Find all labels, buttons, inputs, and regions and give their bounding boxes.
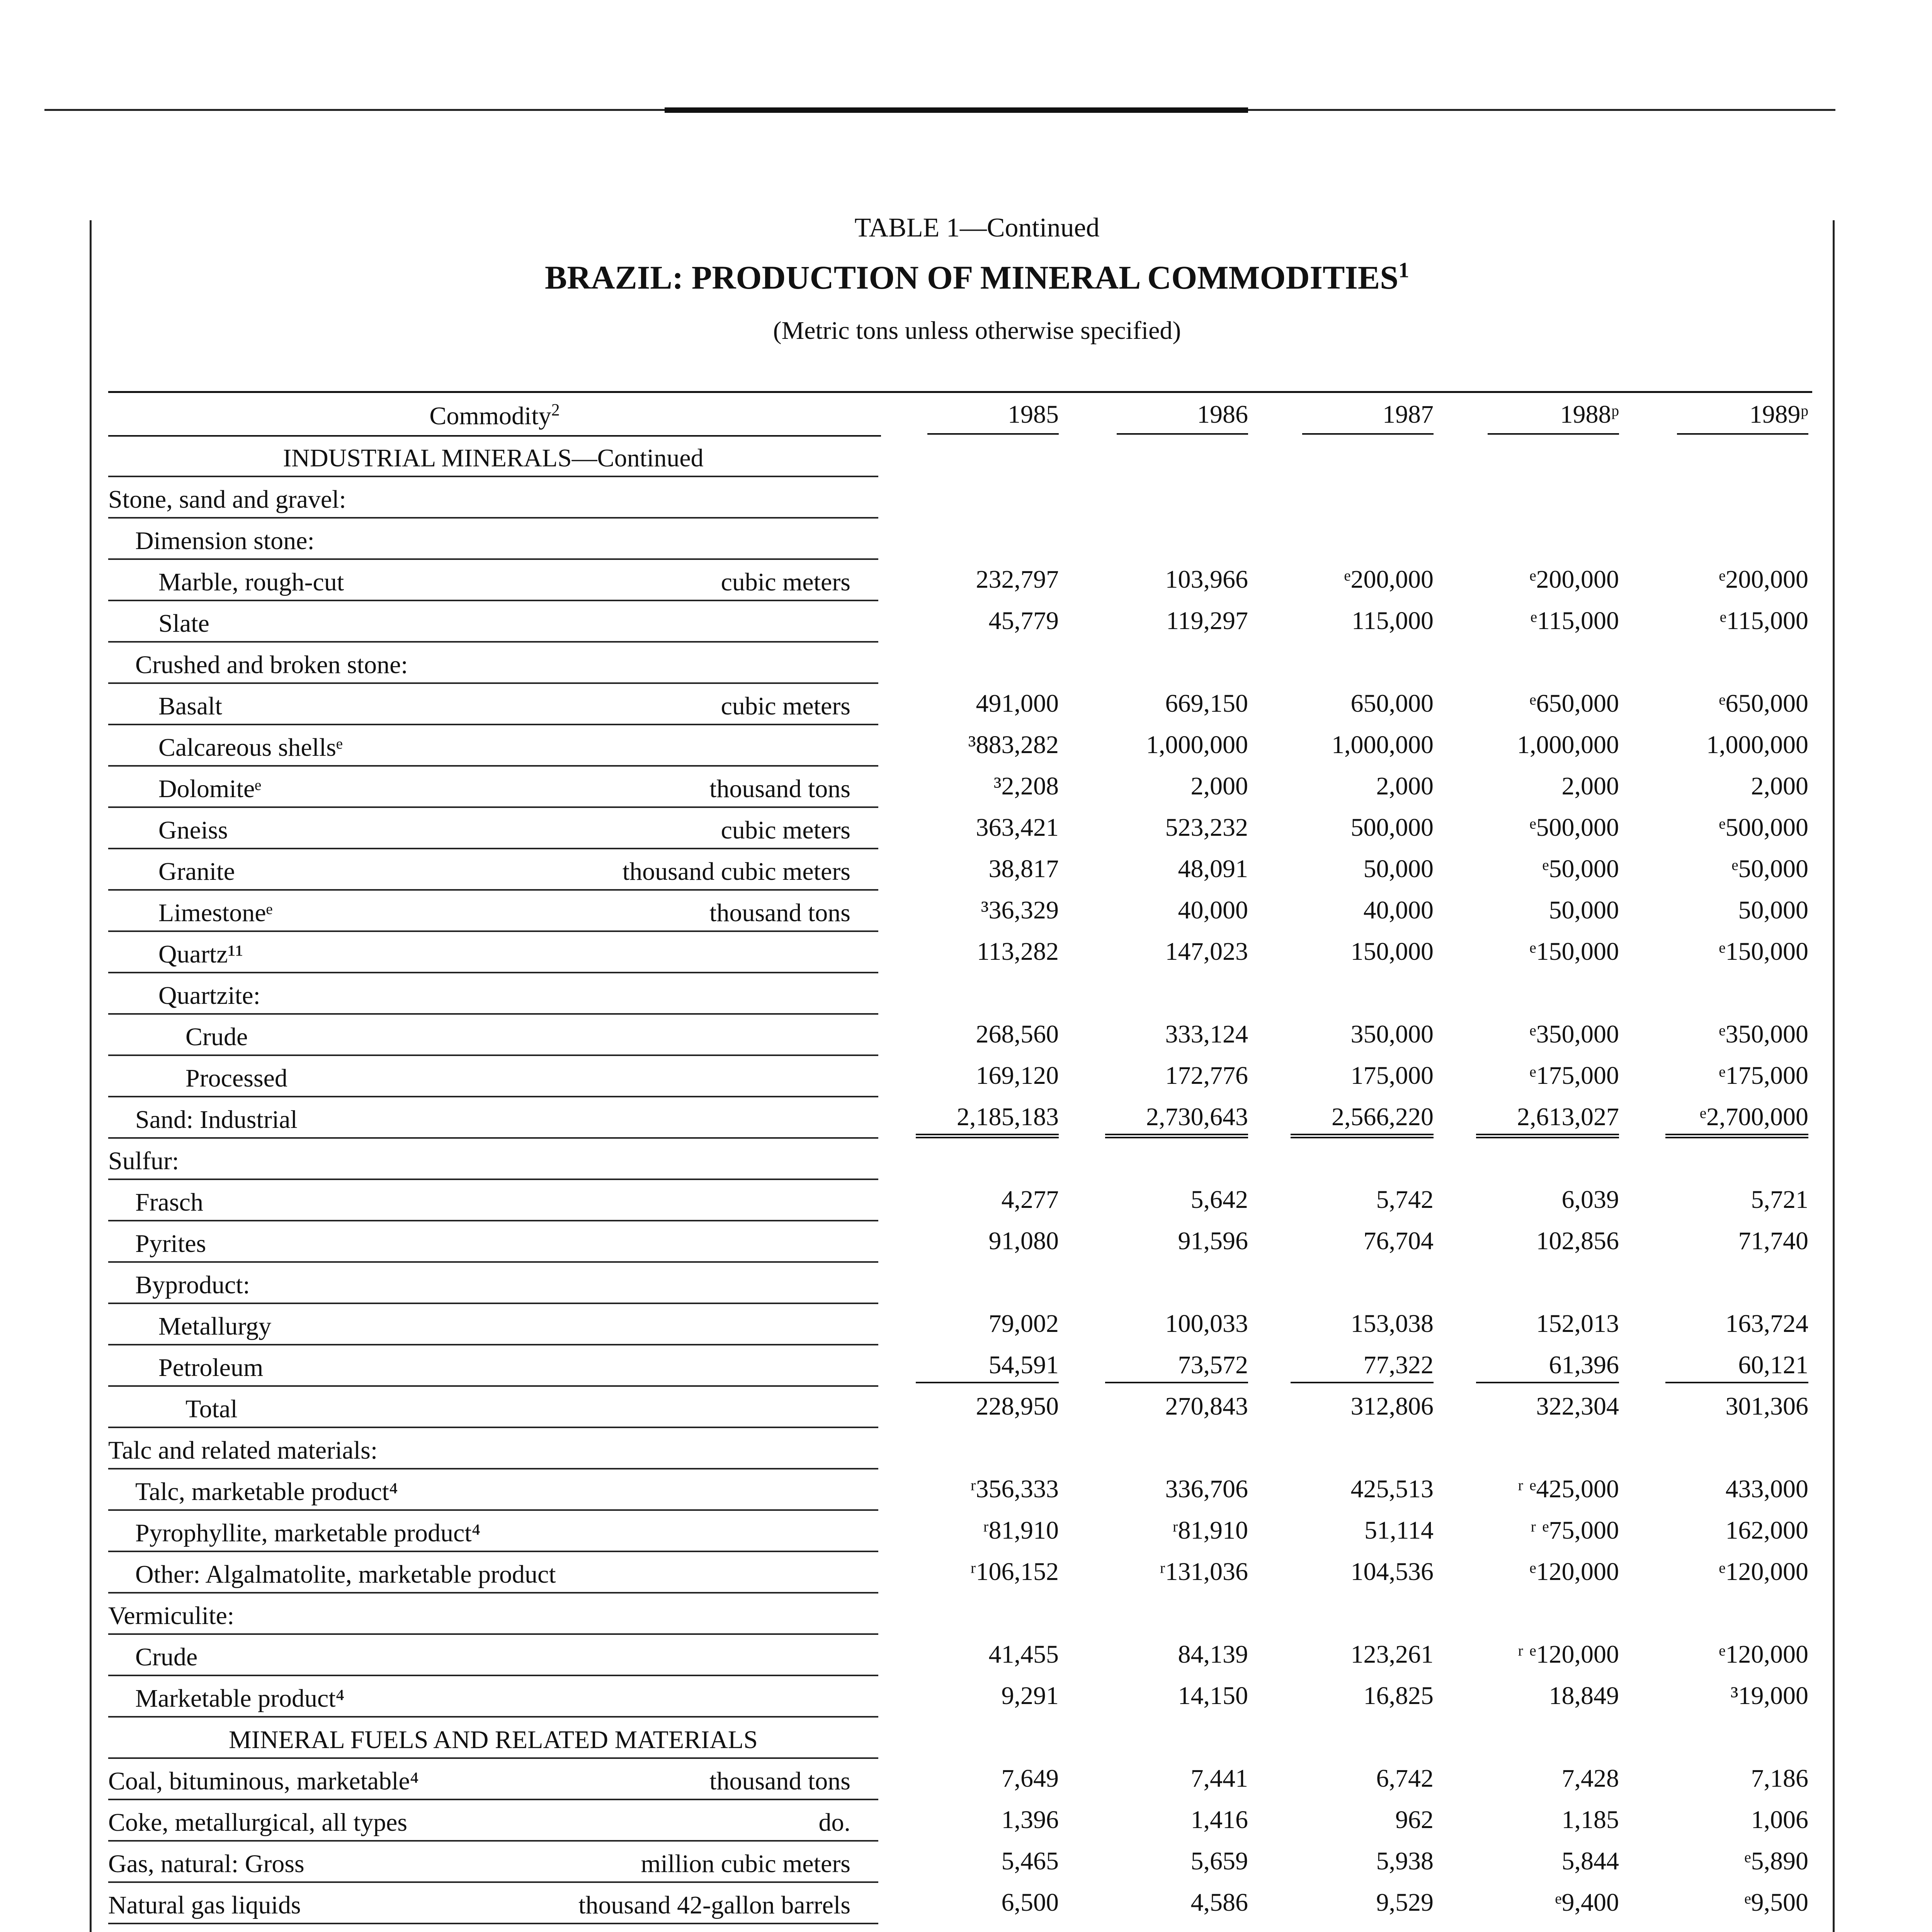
commodity-column-header xyxy=(108,401,881,437)
value-cell-1985: 6,500 xyxy=(1001,1888,1059,1917)
table-row xyxy=(108,808,1812,849)
value-cell-1988: 102,856 xyxy=(1536,1227,1619,1255)
row-label-cell xyxy=(108,890,878,932)
year-header-rule xyxy=(1117,433,1248,435)
table-row xyxy=(108,477,1812,518)
value-cell-1989: ᵉ150,000 xyxy=(1719,937,1808,966)
table-row xyxy=(108,1469,1812,1510)
table-row xyxy=(108,1759,1812,1800)
value-cell-1986: 5,642 xyxy=(1190,1185,1248,1214)
table-row xyxy=(108,1800,1812,1841)
row-label-cell xyxy=(108,1841,878,1883)
value-cell-1985: 4,277 xyxy=(1001,1185,1059,1214)
value-cell-1986: ʳ131,036 xyxy=(1160,1558,1248,1586)
value-cell-1987: 16,825 xyxy=(1363,1682,1434,1710)
value-cell-1987: 153,038 xyxy=(1350,1310,1434,1338)
value-cell-1987: ᵉ200,000 xyxy=(1344,565,1434,594)
commodity-name: Natural gas liquids xyxy=(108,1891,301,1920)
value-cell-1989: 163,724 xyxy=(1725,1310,1808,1338)
row-label-cell xyxy=(108,1924,878,1932)
top-rule-accent xyxy=(665,107,1248,113)
value-cell-1988: ᵉ9,400 xyxy=(1555,1888,1619,1917)
row-label-cell xyxy=(108,1634,878,1676)
value-cell-1988: 18,849 xyxy=(1549,1682,1619,1710)
table-row xyxy=(108,1386,1812,1428)
table-row xyxy=(108,1304,1812,1345)
value-cell-1986: 100,033 xyxy=(1165,1310,1248,1338)
row-label-cell xyxy=(108,1056,878,1097)
value-cell-1986: 2,000 xyxy=(1190,772,1248,800)
commodity-name: Dimension stone: xyxy=(135,527,315,555)
value-cell-1988: 2,000 xyxy=(1561,772,1619,800)
value-cell-1987: 1,000,000 xyxy=(1332,731,1434,759)
unit-label: thousand 42-gallon barrels xyxy=(578,1891,850,1920)
value-cell-1985: 491,000 xyxy=(976,689,1059,718)
value-cell-1987: 115,000 xyxy=(1351,607,1434,635)
row-label-cell xyxy=(108,1717,878,1759)
commodity-name: Quartz¹¹ xyxy=(158,940,243,969)
value-cell-1989: 60,121 xyxy=(1665,1351,1808,1383)
value-cell-1988: 5,844 xyxy=(1561,1847,1619,1875)
year-header-rule xyxy=(1302,433,1434,435)
value-cell-1986: 14,150 xyxy=(1178,1682,1248,1710)
table-row xyxy=(108,1552,1812,1593)
value-cell-1985: 232,797 xyxy=(976,565,1059,594)
commodity-name: Crushed and broken stone: xyxy=(135,651,408,679)
row-label-cell xyxy=(108,1345,878,1387)
row-label-cell xyxy=(108,1883,878,1924)
commodity-name: Granite xyxy=(158,857,235,886)
table-row xyxy=(108,725,1812,766)
table-row xyxy=(108,642,1812,684)
row-label-cell xyxy=(108,601,878,643)
value-cell-1985: 268,560 xyxy=(976,1020,1059,1048)
commodity-name: Other: Algalmatolite, marketable product xyxy=(135,1560,556,1589)
value-cell-1988: ʳ ᵉ75,000 xyxy=(1530,1516,1619,1544)
row-label-cell xyxy=(108,766,878,808)
value-cell-1989: 2,000 xyxy=(1751,772,1808,800)
value-cell-1986: 336,706 xyxy=(1165,1475,1248,1503)
value-cell-1985: ʳ81,910 xyxy=(983,1516,1059,1544)
value-cell-1986: 1,000,000 xyxy=(1146,731,1248,759)
commodity-name: Limestoneᵉ xyxy=(158,899,273,927)
value-cell-1985: 7,649 xyxy=(1001,1764,1059,1793)
value-cell-1986: 523,232 xyxy=(1165,813,1248,842)
table-row xyxy=(108,601,1812,642)
value-cell-1986: 1,416 xyxy=(1190,1806,1248,1834)
table-row xyxy=(108,1883,1812,1924)
table-row xyxy=(108,1056,1812,1097)
value-cell-1985: 54,591 xyxy=(916,1351,1059,1383)
value-cell-1988: 61,396 xyxy=(1476,1351,1619,1383)
table-row xyxy=(108,1841,1812,1883)
table-row xyxy=(108,1676,1812,1717)
table-row xyxy=(108,1180,1812,1221)
row-label-cell xyxy=(108,642,878,684)
value-cell-1985: ʳ356,333 xyxy=(970,1475,1059,1503)
row-label-cell xyxy=(108,1759,878,1800)
value-cell-1987: 5,938 xyxy=(1376,1847,1434,1875)
value-cell-1988: ᵉ150,000 xyxy=(1529,937,1619,966)
value-cell-1988: 1,000,000 xyxy=(1517,731,1619,759)
value-cell-1989: ᵉ650,000 xyxy=(1719,689,1808,718)
commodity-name: Sand: Industrial xyxy=(135,1105,298,1134)
table-row xyxy=(108,1097,1812,1138)
table-row xyxy=(108,1262,1812,1304)
table-label: TABLE 1—Continued xyxy=(854,213,1100,243)
value-cell-1985: 113,282 xyxy=(976,937,1059,966)
value-cell-1987: 9,529 xyxy=(1376,1888,1434,1917)
value-cell-1986: 172,776 xyxy=(1165,1061,1248,1090)
table-row xyxy=(108,1428,1812,1469)
value-cell-1988: ᵉ50,000 xyxy=(1542,855,1619,883)
value-cell-1988: ᵉ115,000 xyxy=(1531,607,1619,635)
table-row xyxy=(108,518,1812,560)
value-cell-1985: 363,421 xyxy=(976,813,1059,842)
table-row xyxy=(108,560,1812,601)
year-header-rule xyxy=(1488,433,1619,435)
value-cell-1988: ᵉ350,000 xyxy=(1529,1020,1619,1048)
section-heading: INDUSTRIAL MINERALS—Continued xyxy=(283,444,704,473)
commodity-name: Crude xyxy=(135,1643,198,1672)
row-label-cell xyxy=(108,1180,878,1221)
commodity-name: Pyrites xyxy=(135,1230,206,1258)
value-cell-1986: 103,966 xyxy=(1165,565,1248,594)
commodity-name: Gas, natural: Gross xyxy=(108,1850,304,1878)
value-cell-1985: ³2,208 xyxy=(993,772,1059,800)
row-label-cell xyxy=(108,1800,878,1842)
commodity-name: Talc and related materials: xyxy=(108,1436,378,1465)
value-cell-1985: 41,455 xyxy=(988,1640,1059,1668)
year-header-rule xyxy=(1677,433,1808,435)
value-cell-1987: 76,704 xyxy=(1363,1227,1434,1255)
row-label-cell xyxy=(108,1304,878,1345)
table-row xyxy=(108,1924,1812,1932)
value-cell-1989: 71,740 xyxy=(1738,1227,1808,1255)
value-cell-1987: 312,806 xyxy=(1350,1392,1434,1420)
value-cell-1985: 38,817 xyxy=(988,855,1059,883)
value-cell-1987: 175,000 xyxy=(1350,1061,1434,1090)
value-cell-1987: 77,322 xyxy=(1291,1351,1434,1383)
commodity-name: Sulfur: xyxy=(108,1147,179,1175)
value-cell-1987: 50,000 xyxy=(1363,855,1434,883)
value-cell-1985: 1,396 xyxy=(1001,1806,1059,1834)
table-row xyxy=(108,1510,1812,1552)
commodity-name: Basalt xyxy=(158,692,222,721)
right-frame-rule xyxy=(1833,220,1835,1932)
table-row xyxy=(108,1634,1812,1676)
row-label-cell xyxy=(108,1262,878,1304)
table-subtitle: (Metric tons unless otherwise specified) xyxy=(773,316,1181,345)
value-cell-1989: ᵉ50,000 xyxy=(1731,855,1808,883)
value-cell-1989: ᵉ175,000 xyxy=(1719,1061,1808,1090)
year-header-rule xyxy=(927,433,1059,435)
unit-label: cubic meters xyxy=(721,816,850,845)
commodity-name: Marketable product⁴ xyxy=(135,1684,345,1713)
row-label-cell xyxy=(108,973,878,1015)
value-cell-1989: 7,186 xyxy=(1751,1764,1808,1793)
value-cell-1986: 4,586 xyxy=(1190,1888,1248,1917)
value-cell-1985: 79,002 xyxy=(988,1310,1059,1338)
value-cell-1987: 150,000 xyxy=(1350,937,1434,966)
value-cell-1989: 433,000 xyxy=(1725,1475,1808,1503)
value-cell-1987: 6,742 xyxy=(1376,1764,1434,1793)
value-cell-1986: 48,091 xyxy=(1178,855,1248,883)
value-cell-1986: 91,596 xyxy=(1178,1227,1248,1255)
value-cell-1986: 73,572 xyxy=(1105,1351,1248,1383)
value-cell-1989: ᵉ120,000 xyxy=(1719,1558,1808,1586)
row-label-cell xyxy=(108,1593,878,1635)
left-frame-rule xyxy=(90,220,92,1932)
row-label-cell xyxy=(108,518,878,560)
value-cell-1987: 51,114 xyxy=(1364,1516,1434,1544)
value-cell-1985: 9,291 xyxy=(1001,1682,1059,1710)
table-header-row xyxy=(108,393,1812,435)
commodity-header-footnote: 2 xyxy=(551,400,560,419)
value-cell-1989: 1,000,000 xyxy=(1706,731,1808,759)
value-cell-1987: 2,566,220 xyxy=(1291,1103,1434,1138)
value-cell-1988: 7,428 xyxy=(1561,1764,1619,1793)
year-header-1987: 1987 xyxy=(1383,400,1434,429)
value-cell-1989: ᵉ200,000 xyxy=(1719,565,1808,594)
table-title-text: BRAZIL: PRODUCTION OF MINERAL COMMODITIES xyxy=(544,259,1399,296)
value-cell-1987: 104,536 xyxy=(1350,1558,1434,1586)
table-row xyxy=(108,1593,1812,1634)
commodity-name: Stone, sand and gravel: xyxy=(108,485,346,514)
unit-label: thousand tons xyxy=(709,899,850,927)
commodity-name: Dolomiteᵉ xyxy=(158,775,262,803)
table-row xyxy=(108,766,1812,808)
row-label-cell xyxy=(108,1221,878,1263)
value-cell-1986: 119,297 xyxy=(1166,607,1248,635)
value-cell-1989: ᵉ2,700,000 xyxy=(1665,1103,1808,1138)
value-cell-1988: 6,039 xyxy=(1561,1185,1619,1214)
unit-label: thousand tons xyxy=(709,1767,850,1796)
value-cell-1986: 40,000 xyxy=(1178,896,1248,924)
row-label-cell xyxy=(108,560,878,601)
value-cell-1988: ᵉ175,000 xyxy=(1529,1061,1619,1090)
section-row xyxy=(108,1717,1812,1759)
section-heading: MINERAL FUELS AND RELATED MATERIALS xyxy=(229,1726,758,1754)
table-row xyxy=(108,684,1812,725)
commodity-name: Marble, rough-cut xyxy=(158,568,344,597)
value-cell-1985: ʳ106,152 xyxy=(970,1558,1059,1586)
unit-label: cubic meters xyxy=(721,568,850,597)
unit-label: do. xyxy=(818,1808,850,1837)
value-cell-1988: 1,185 xyxy=(1561,1806,1619,1834)
commodity-name: Processed xyxy=(185,1064,287,1093)
value-cell-1985: 45,779 xyxy=(988,607,1059,635)
value-cell-1988: ᵉ650,000 xyxy=(1529,689,1619,718)
value-cell-1987: 425,513 xyxy=(1350,1475,1434,1503)
table-title-footnote: 1 xyxy=(1398,258,1410,282)
unit-label: thousand cubic meters xyxy=(622,857,850,886)
value-cell-1988: 322,304 xyxy=(1536,1392,1619,1420)
table-row xyxy=(108,973,1812,1014)
value-cell-1986: 7,441 xyxy=(1190,1764,1248,1793)
value-cell-1987: 350,000 xyxy=(1350,1020,1434,1048)
commodity-name: Total xyxy=(185,1395,238,1423)
table-row xyxy=(108,890,1812,932)
value-cell-1988: ᵉ120,000 xyxy=(1529,1558,1619,1586)
commodity-name: Pyrophyllite, marketable product⁴ xyxy=(135,1519,481,1548)
row-label-cell xyxy=(108,849,878,891)
commodity-name: Frasch xyxy=(135,1188,203,1217)
commodity-name: Byproduct: xyxy=(135,1271,250,1299)
commodity-name: Metallurgy xyxy=(158,1312,272,1341)
row-label-cell xyxy=(108,1386,878,1428)
value-cell-1989: ᵉ5,890 xyxy=(1744,1847,1808,1875)
row-label-cell xyxy=(108,684,878,725)
value-cell-1989: ᵉ120,000 xyxy=(1719,1640,1808,1668)
year-header-1988: 1988ᵖ xyxy=(1560,400,1619,429)
value-cell-1985: 5,465 xyxy=(1001,1847,1059,1875)
row-label-cell xyxy=(108,1138,878,1180)
commodity-name: Coal, bituminous, marketable⁴ xyxy=(108,1767,419,1796)
row-label-cell xyxy=(108,1428,878,1469)
value-cell-1986: 5,659 xyxy=(1190,1847,1248,1875)
value-cell-1986: 147,023 xyxy=(1165,937,1248,966)
table-body xyxy=(108,435,1812,1932)
row-label-cell xyxy=(108,1676,878,1718)
unit-label: million cubic meters xyxy=(641,1850,850,1878)
table-row xyxy=(108,1014,1812,1056)
row-label-cell xyxy=(108,725,878,767)
value-cell-1989: 1,006 xyxy=(1751,1806,1808,1834)
value-cell-1989: 5,721 xyxy=(1751,1185,1808,1214)
value-cell-1985: 228,950 xyxy=(976,1392,1059,1420)
value-cell-1988: ʳ ᵉ425,000 xyxy=(1517,1475,1619,1503)
row-label-cell xyxy=(108,435,878,477)
value-cell-1988: 50,000 xyxy=(1549,896,1619,924)
value-cell-1987: 962 xyxy=(1395,1806,1434,1834)
value-cell-1987: 650,000 xyxy=(1350,689,1434,718)
row-label-cell xyxy=(108,1552,878,1594)
value-cell-1988: 2,613,027 xyxy=(1476,1103,1619,1138)
value-cell-1986: ʳ81,910 xyxy=(1172,1516,1248,1544)
value-cell-1988: ᵉ200,000 xyxy=(1529,565,1619,594)
row-label-cell xyxy=(108,1097,878,1139)
value-cell-1986: 84,139 xyxy=(1178,1640,1248,1668)
value-cell-1989: ᵉ500,000 xyxy=(1719,813,1808,842)
row-label-cell xyxy=(108,932,878,973)
unit-label: cubic meters xyxy=(721,692,850,721)
value-cell-1989: 301,306 xyxy=(1725,1392,1808,1420)
commodity-name: Coke, metallurgical, all types xyxy=(108,1808,408,1837)
commodity-name: Talc, marketable product⁴ xyxy=(135,1478,398,1506)
row-label-cell xyxy=(108,477,878,519)
value-cell-1985: 169,120 xyxy=(976,1061,1059,1090)
commodity-name: Vermiculite: xyxy=(108,1602,235,1630)
value-cell-1989: ᵉ115,000 xyxy=(1720,607,1808,635)
value-cell-1987: 123,261 xyxy=(1350,1640,1434,1668)
value-cell-1986: 270,843 xyxy=(1165,1392,1248,1420)
production-table xyxy=(108,391,1812,1932)
row-label-cell xyxy=(108,1469,878,1511)
year-header-1989: 1989ᵖ xyxy=(1749,400,1808,429)
commodity-name: Petroleum xyxy=(158,1354,264,1382)
table-row xyxy=(108,932,1812,973)
table-row xyxy=(108,1221,1812,1262)
row-label-cell xyxy=(108,1510,878,1552)
value-cell-1987: 2,000 xyxy=(1376,772,1434,800)
value-cell-1987: 40,000 xyxy=(1363,896,1434,924)
table-row xyxy=(108,1138,1812,1180)
year-header-1986: 1986 xyxy=(1197,400,1248,429)
commodity-name: Gneiss xyxy=(158,816,228,845)
unit-label: thousand tons xyxy=(709,775,850,803)
value-cell-1989: ³19,000 xyxy=(1730,1682,1808,1710)
value-cell-1987: 500,000 xyxy=(1350,813,1434,842)
value-cell-1986: 333,124 xyxy=(1165,1020,1248,1048)
table-title xyxy=(0,258,1932,297)
commodity-name: Crude xyxy=(185,1023,248,1051)
value-cell-1989: 162,000 xyxy=(1725,1516,1808,1544)
value-cell-1988: ᵉ500,000 xyxy=(1529,813,1619,842)
value-cell-1985: 91,080 xyxy=(988,1227,1059,1255)
year-header-1985: 1985 xyxy=(1008,400,1059,429)
row-label-cell xyxy=(108,808,878,849)
value-cell-1989: 50,000 xyxy=(1738,896,1808,924)
table-row xyxy=(108,849,1812,890)
value-cell-1987: 5,742 xyxy=(1376,1185,1434,1214)
commodity-name: Quartzite: xyxy=(158,981,260,1010)
commodity-name: Calcareous shellsᵉ xyxy=(158,733,343,762)
value-cell-1985: ³36,329 xyxy=(981,896,1059,924)
commodity-header-text: Commodity xyxy=(429,402,551,430)
section-row xyxy=(108,435,1812,477)
table-row xyxy=(108,1345,1812,1386)
row-label-cell xyxy=(108,1014,878,1056)
value-cell-1986: 669,150 xyxy=(1165,689,1248,718)
value-cell-1988: 152,013 xyxy=(1536,1310,1619,1338)
value-cell-1985: 2,185,183 xyxy=(916,1103,1059,1138)
value-cell-1986: 2,730,643 xyxy=(1105,1103,1248,1138)
value-cell-1989: ᵉ350,000 xyxy=(1719,1020,1808,1048)
value-cell-1985: ³883,282 xyxy=(968,731,1059,759)
commodity-name: Slate xyxy=(158,609,209,638)
value-cell-1989: ᵉ9,500 xyxy=(1744,1888,1808,1917)
value-cell-1988: ʳ ᵉ120,000 xyxy=(1517,1640,1619,1668)
